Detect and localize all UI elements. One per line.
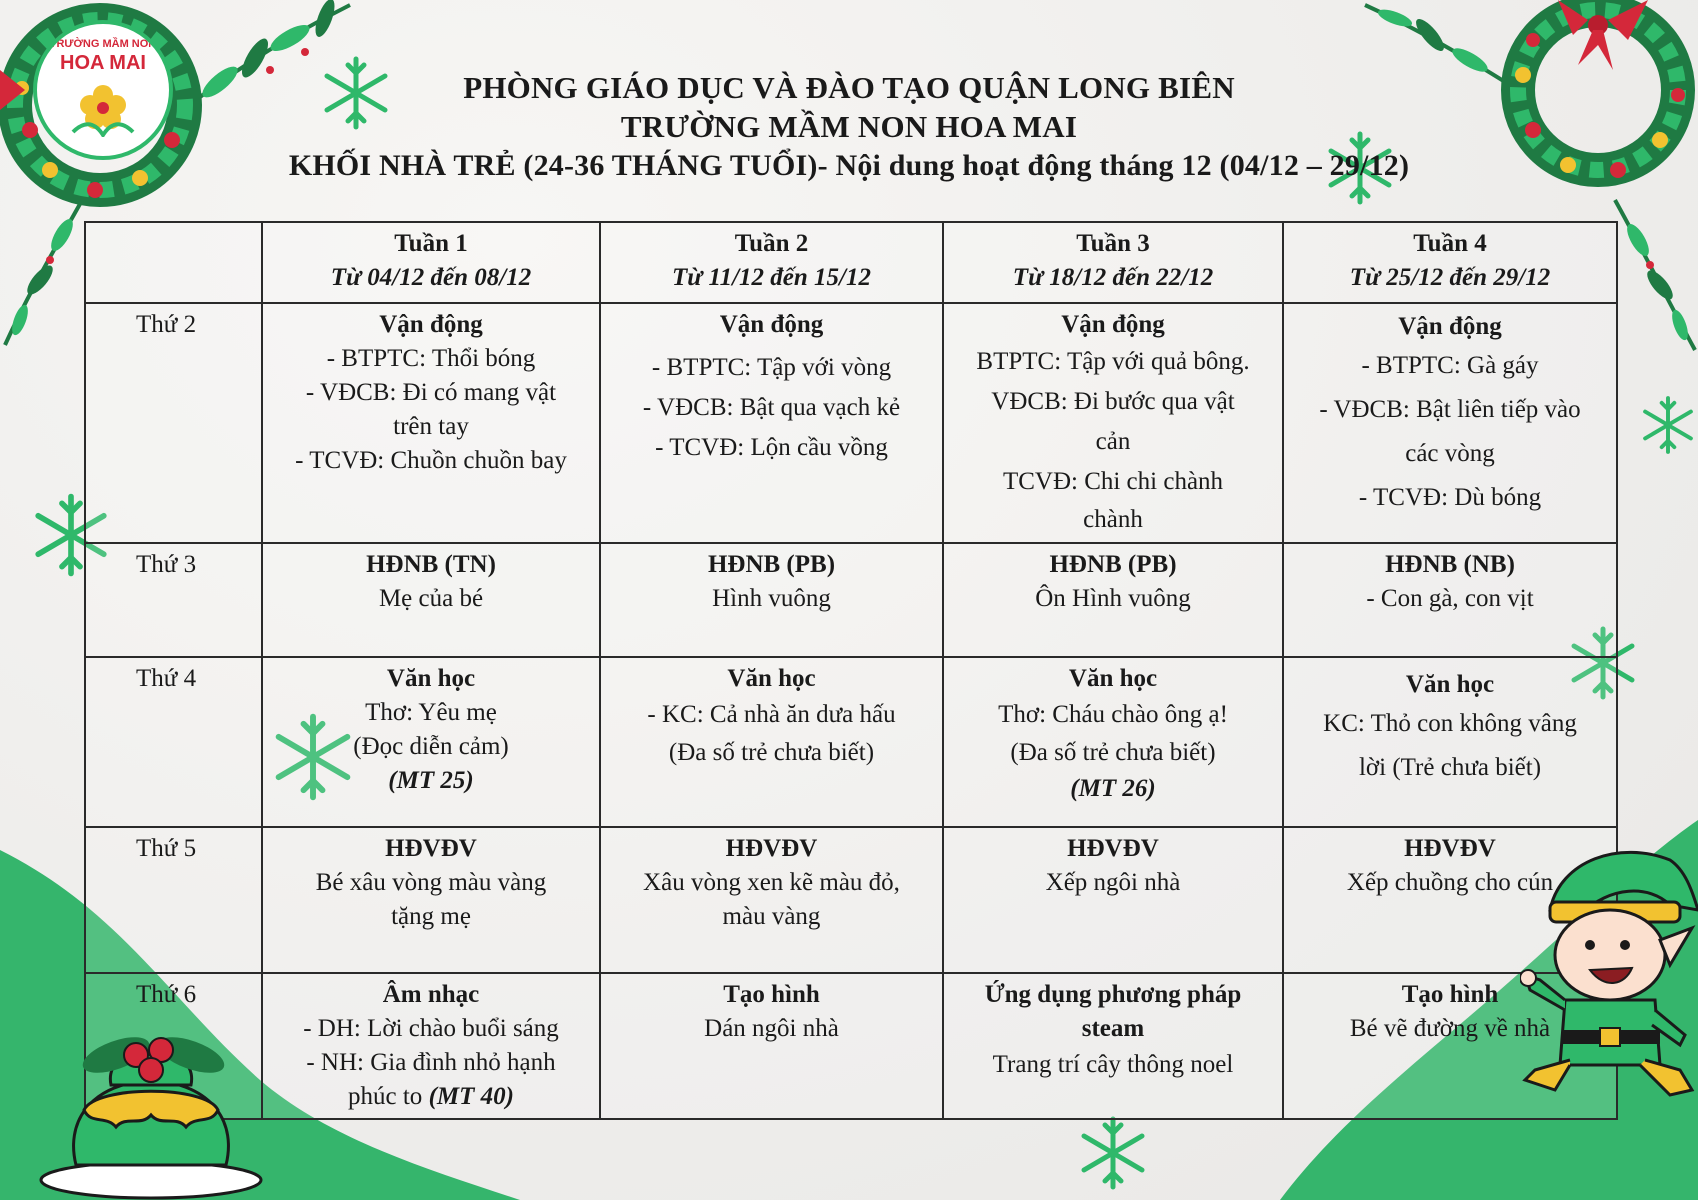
schedule-table [84, 221, 1618, 1120]
activity-cell [600, 827, 943, 973]
table-row [85, 657, 1617, 827]
activity-line: - NH: Gia đình nhỏ hạnh [306, 1049, 556, 1076]
week-range: Từ 11/12 đến 15/12 [671, 264, 871, 291]
activity-subject: HĐNB (NB) [1385, 551, 1515, 578]
header-department: PHÒNG GIÁO DỤC VÀ ĐÀO TẠO QUẬN LONG BIÊN [463, 70, 1235, 105]
activity-cell [600, 543, 943, 657]
activity-line: màu vàng [722, 903, 821, 930]
activity-subject: Vận động [1061, 311, 1165, 338]
activity-cell [262, 543, 600, 657]
activity-line: chành [1083, 506, 1143, 533]
week-range: Từ 18/12 đến 22/12 [1012, 264, 1214, 291]
activity-line: VĐCB: Đi bước qua vật [991, 388, 1235, 415]
document-header [0, 68, 1698, 185]
activity-subject: Vận động [1398, 313, 1502, 340]
activity-line: - Con gà, con vịt [1366, 585, 1534, 612]
header-school: TRƯỜNG MẦM NON HOA MAI [620, 109, 1078, 144]
activity-subject: Tạo hình [723, 981, 820, 1008]
activity-subject: HĐNB (TN) [366, 551, 496, 578]
activity-line: - BTPTC: Gà gáy [1361, 352, 1539, 379]
day-label: Thứ 2 [85, 303, 262, 543]
week-range: Từ 04/12 đến 08/12 [330, 264, 532, 291]
activity-line: KC: Thỏ con không vâng [1323, 710, 1577, 737]
activity-subject: Tạo hình [1401, 981, 1499, 1008]
logo-name: HOA MAI [60, 52, 146, 74]
activity-line: Thơ: Cháu chào ông ạ! [998, 701, 1228, 728]
activity-subject: Văn học [1405, 671, 1495, 698]
activity-subject: HĐVĐV [1404, 835, 1496, 862]
activity-line: - TCVĐ: Dù bóng [1358, 484, 1542, 511]
activity-line: TCVĐ: Chi chi chành [1002, 468, 1224, 495]
snowflake-icon [1075, 1115, 1151, 1191]
activity-line: Xếp chuồng cho cún [1346, 869, 1554, 896]
activity-subject: Âm nhạc [382, 981, 480, 1008]
activity-subject: HĐVĐV [725, 835, 818, 862]
table-row [85, 303, 1617, 543]
activity-line: Hình vuông [712, 585, 831, 612]
activity-line: - DH: Lời chào buổi sáng [303, 1015, 559, 1042]
learning-goal: (MT 40) [428, 1083, 514, 1110]
activity-line: - VĐCB: Đi có mang vật [305, 379, 557, 406]
activity-line: Xếp ngôi nhà [1045, 869, 1181, 896]
week-name: Tuần 2 [734, 230, 809, 257]
activity-line: - VĐCB: Bật qua vạch kẻ [642, 394, 901, 421]
activity-line: Bé vẽ đường về nhà [1349, 1015, 1551, 1042]
logo-top-text: TRƯỜNG MẦM NON [49, 38, 157, 50]
week-range: Từ 25/12 đến 29/12 [1349, 264, 1551, 291]
activity-cell [600, 303, 943, 543]
activity-line: - KC: Cả nhà ăn dưa hấu [647, 701, 896, 728]
week-header [262, 222, 600, 303]
week-name: Tuần 3 [1076, 230, 1150, 257]
activity-subject: HĐNB (PB) [707, 551, 836, 578]
activity-line: Trang trí cây thông noel [992, 1051, 1234, 1078]
activity-line: BTPTC: Tập với quả bông. [976, 348, 1250, 375]
activity-line: Bé xâu vòng màu vàng [315, 869, 547, 896]
activity-cell [1283, 657, 1617, 827]
table-row [85, 827, 1617, 973]
activity-cell [600, 973, 943, 1119]
activity-line: trên tay [393, 413, 469, 440]
activity-line: Xâu vòng xen kẽ màu đỏ, [643, 869, 900, 896]
learning-goal: (MT 26) [1070, 775, 1156, 802]
snowflake-icon [1638, 380, 1698, 470]
activity-line-last [269, 1080, 593, 1114]
activity-cell [1283, 543, 1617, 657]
activity-cell [600, 657, 943, 827]
activity-line: tặng mẹ [391, 903, 471, 930]
activity-line: - BTPTC: Tập với vòng [651, 354, 892, 381]
activity-subject: Văn học [727, 665, 816, 692]
table-row [85, 973, 1617, 1119]
day-label: Thứ 6 [85, 973, 262, 1119]
activity-line: (Đa số trẻ chưa biết) [668, 739, 875, 766]
activity-line: Dán ngôi nhà [704, 1015, 839, 1042]
activity-subject-cont: steam [1081, 1015, 1145, 1042]
week-name: Tuần 1 [394, 230, 468, 257]
activity-subject: HĐVĐV [1067, 835, 1159, 862]
week-name: Tuần 4 [1413, 230, 1487, 257]
activity-cell [943, 543, 1283, 657]
day-label: Thứ 5 [85, 827, 262, 973]
corner-cell [85, 222, 262, 303]
activity-line: cản [1095, 428, 1131, 455]
activity-cell [1283, 303, 1617, 543]
learning-goal: (MT 25) [388, 767, 474, 794]
day-label: Thứ 3 [85, 543, 262, 657]
elf-icon [1520, 840, 1698, 1100]
activity-line: (Đọc diễn cảm) [353, 733, 509, 760]
activity-cell [943, 827, 1283, 973]
activity-subject: Ứng dụng phương pháp [984, 981, 1242, 1008]
week-header [943, 222, 1283, 303]
pudding-icon [36, 1015, 266, 1200]
activity-line: lời (Trẻ chưa biết) [1358, 754, 1542, 781]
activity-line: các vòng [1405, 440, 1495, 467]
activity-cell [943, 657, 1283, 827]
activity-subject: HĐVĐV [385, 835, 477, 862]
activity-line: - TCVĐ: Chuồn chuồn bay [295, 447, 567, 474]
activity-cell [262, 657, 600, 827]
activity-line: (Đa số trẻ chưa biết) [1010, 739, 1216, 766]
activity-subject: Văn học [386, 665, 476, 692]
activity-cell [262, 973, 600, 1119]
activity-subject: Vận động [719, 311, 824, 338]
table-header-row [85, 222, 1617, 303]
day-label: Thứ 4 [85, 657, 262, 827]
activity-cell [943, 303, 1283, 543]
activity-line: Thơ: Yêu mẹ [365, 699, 497, 726]
activity-cell [262, 827, 600, 973]
header-subtitle: KHỐI NHÀ TRẺ (24-36 THÁNG TUỔI)- Nội dung hoạt động tháng 12 (04/12 – 29/12) [288, 149, 1410, 182]
activity-line-text: phúc to [348, 1083, 429, 1110]
activity-line: Mẹ của bé [378, 585, 484, 612]
activity-subject: Văn học [1068, 665, 1158, 692]
activity-subject: HĐNB (PB) [1049, 551, 1177, 578]
activity-line: - BTPTC: Thổi bóng [326, 345, 536, 372]
week-header [600, 222, 943, 303]
activity-subject: Vận động [379, 311, 483, 338]
activity-cell [262, 303, 600, 543]
activity-line: - VĐCB: Bật liên tiếp vào [1319, 396, 1581, 423]
activity-line: - TCVĐ: Lộn cầu vồng [655, 434, 888, 461]
holly-branch-right-icon [1610, 195, 1698, 355]
table-row [85, 543, 1617, 657]
week-header [1283, 222, 1617, 303]
activity-line: Ôn Hình vuông [1035, 585, 1191, 612]
activity-cell [943, 973, 1283, 1119]
